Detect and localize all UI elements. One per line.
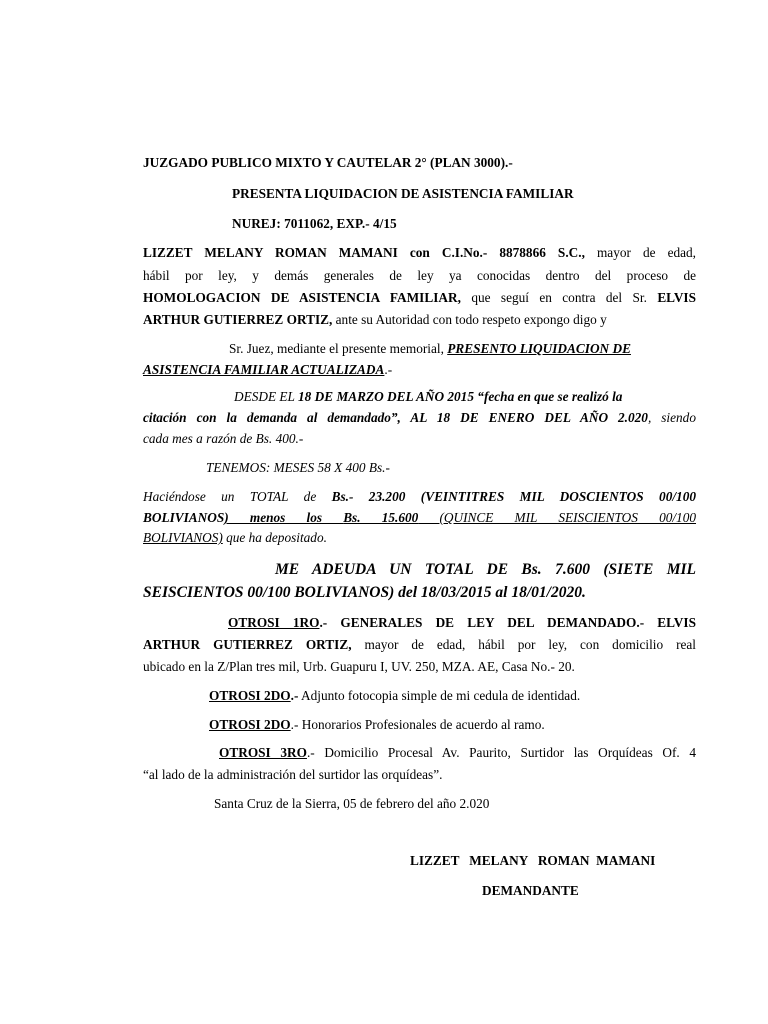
otrosi-1-line-2: ARTHUR GUTIERREZ ORTIZ, mayor de edad, hábil por ley, con domicilio real <box>143 637 696 652</box>
otrosi-3-line-1: OTROSI 3RO.- Domicilio Procesal Av. Paurito, Surtidor las Orquídeas Of. 4 <box>219 745 696 760</box>
calculation: TENEMOS: MESES 58 X 400 Bs.- <box>206 460 390 475</box>
period-line-1: DESDE EL 18 DE MARZO DEL AÑO 2015 “fecha en que se realizó la <box>234 389 623 404</box>
otrosi-1-line-1: OTROSI 1RO.- GENERALES DE LEY DEL DEMANDADO.- ELVIS <box>228 615 696 630</box>
document-subject: PRESENTA LIQUIDACION DE ASISTENCIA FAMILIAR <box>232 186 574 201</box>
court-header: JUZGADO PUBLICO MIXTO Y CAUTELAR 2° (PLAN 3000).- <box>143 155 513 170</box>
intro-line-1: LIZZET MELANY ROMAN MAMANI con C.I.No.- 8878866 S.C., mayor de edad, <box>143 245 696 260</box>
total-line-1: Haciéndose un TOTAL de Bs.- 23.200 (VEINTITRES MIL DOSCIENTOS 00/100 <box>143 489 696 504</box>
period-line-3: cada mes a razón de Bs. 400.- <box>143 431 304 446</box>
owed-line-2: SEISCIENTOS 00/100 BOLIVIANOS) del 18/03/2015 al 18/01/2020. <box>143 584 586 601</box>
period-line-2: citación con la demanda al demandado”, AL 18 DE ENERO DEL AÑO 2.020, siendo <box>143 410 696 425</box>
request-line-1: Sr. Juez, mediante el presente memorial, PRESENTO LIQUIDACION DE <box>229 341 631 356</box>
request-line-2: ASISTENCIA FAMILIAR ACTUALIZADA.- <box>143 362 393 377</box>
place-and-date: Santa Cruz de la Sierra, 05 de febrero del año 2.020 <box>214 796 490 811</box>
total-line-2: BOLIVIANOS) menos los Bs. 15.600 (QUINCE MIL SEISCIENTOS 00/100 <box>143 510 697 525</box>
otrosi-2b-line: OTROSI 2DO.- Honorarios Profesionales de acuerdo al ramo. <box>209 717 545 732</box>
total-line-3: BOLIVIANOS) que ha depositado. <box>143 530 327 545</box>
otrosi-2-line: OTROSI 2DO.- Adjunto fotocopia simple de mi cedula de identidad. <box>209 688 581 703</box>
otrosi-3-line-2: “al lado de la administración del surtidor las orquídeas”. <box>143 767 443 782</box>
signer-role: DEMANDANTE <box>482 883 579 898</box>
otrosi-1-line-3: ubicado en la Z/Plan tres mil, Urb. Guapuru I, UV. 250, MZA. AE, Casa No.- 20. <box>143 659 575 674</box>
signer-name: LIZZET MELANY ROMAN MAMANI <box>410 853 656 868</box>
intro-line-3: HOMOLOGACION DE ASISTENCIA FAMILIAR, que seguí en contra del Sr. ELVIS <box>143 290 697 305</box>
case-number: NUREJ: 7011062, EXP.- 4/15 <box>232 216 397 231</box>
intro-line-2: hábil por ley, y demás generales de ley ya conocidas dentro del proceso de <box>143 268 696 283</box>
intro-line-4: ARTHUR GUTIERREZ ORTIZ, ante su Autoridad con todo respeto expongo digo y <box>143 312 607 327</box>
owed-line-1: ME ADEUDA UN TOTAL DE Bs. 7.600 (SIETE MIL <box>275 561 696 578</box>
